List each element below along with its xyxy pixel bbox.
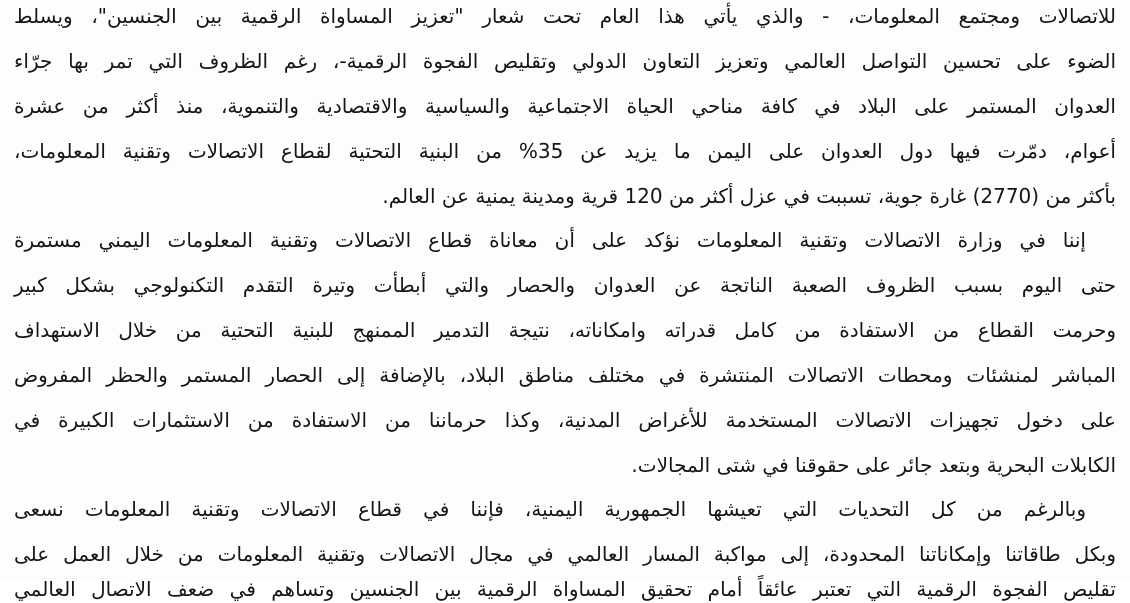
text-line: بأكثر من (2770) غارة جوية، تسببت في عزل أكثر من 120 قرية ومدينة يمنية عن العالم. bbox=[382, 184, 1116, 208]
text-line: وبكل طاقاتنا وإمكاناتنا المحدودة، إلى مواكبة المسار العالمي في مجال الاتصالات وتقنية المعلومات من خلال العمل على bbox=[14, 542, 1116, 566]
text-line: على دخول تجهيزات الاتصالات المستخدمة للأغراض المدنية، وكذا حرماننا من الاستفادة من الاستثمارات الكبيرة في bbox=[14, 408, 1116, 432]
text-line: حتى اليوم بسبب الظروف الصعبة الناتجة عن العدوان والحصار والتي أبطأت وتيرة التقدم التكنولوجي بشكل كبير bbox=[14, 273, 1116, 297]
text-line: الضوء على تحسين التواصل العالمي وتعزيز التعاون الدولي وتقليص الفجوة الرقمية-، رغم الظروف التي تمر بها جرّاء bbox=[14, 49, 1116, 73]
text-line: العدوان المستمر على البلاد في كافة مناحي الحياة الاجتماعية والسياسية والاقتصادية والتنموية، منذ أكثر من عشرة bbox=[14, 94, 1116, 118]
text-line: تقليص الفجوة الرقمية التي تعتبر عائقاً أمام تحقيق المساواة الرقمية بين الجنسين وتساهم في ضعف الاتصال العالمي bbox=[14, 577, 1116, 601]
text-line: وبالرغم من كل التحديات التي تعيشها الجمهورية اليمنية، فإننا في قطاع الاتصالات وتقنية المعلومات نسعى bbox=[14, 497, 1086, 521]
text-line: للاتصالات ومجتمع المعلومات، - والذي يأتي هذا العام تحت شعار "تعزيز المساواة الرقمية بين الجنسين"، ويسلط bbox=[14, 4, 1116, 28]
text-line: المباشر لمنشئات ومحطات الاتصالات المنتشرة في مختلف مناطق البلاد، بالإضافة إلى الحصار المستمر والحظر المفروض bbox=[14, 363, 1116, 387]
text-line: وحرمت القطاع من الاستفادة من كامل قدراته وامكاناته، نتيجة التدمير الممنهج للبنية التحتية من خلال الاستهداف bbox=[14, 318, 1116, 342]
text-line: إننا في وزارة الاتصالات وتقنية المعلومات نؤكد على أن معاناة قطاع الاتصالات وتقنية المعلومات اليمني مستمرة bbox=[14, 228, 1086, 252]
text-line: الكابلات البحرية وبتعد جائر على حقوقنا في شتى المجالات. bbox=[631, 453, 1116, 477]
text-line: أعوام، دمّرت فيها دول العدوان على اليمن ما يزيد عن 35% من البنية التحتية لقطاع الاتصالات وتقنية المعلومات، bbox=[14, 139, 1116, 163]
